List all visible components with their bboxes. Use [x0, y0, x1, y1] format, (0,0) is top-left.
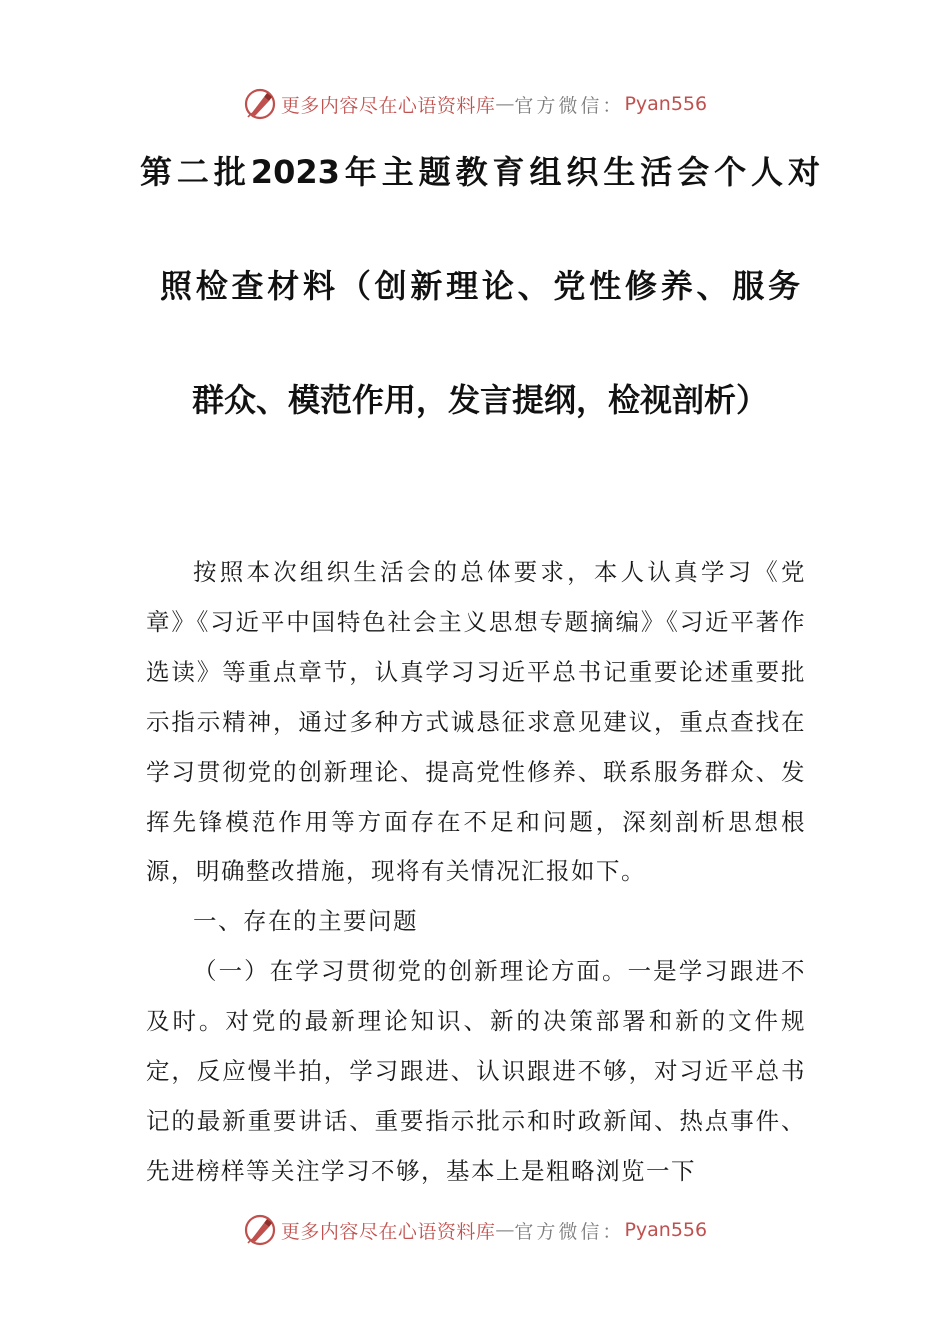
pen-nib-logo-icon — [243, 1213, 277, 1247]
watermark-wechat-label: 官方微信： — [514, 1220, 625, 1243]
pen-nib-logo-icon — [243, 87, 277, 121]
intro-paragraph: 按照本次组织生活会的总体要求，本人认真学习《党章》《习近平中国特色社会主义思想专题摘编》《习近平著作选读》等重点章节，认真学习习近平总书记重要论述重要批示指示精神，通过多种方式诚恳征求意见建议，重点查找在学习贯彻党的创新理论、提高党性修养、联系服务群众、发挥先锋模范作用等方面存在不足和问题，深刻剖析思想根源，明确整改措施，现将有关情况汇报如下。 — [146, 558, 806, 886]
watermark-wechat-label: 官方微信： — [514, 94, 625, 117]
section-heading-problems: 一、存在的主要问题 — [193, 907, 418, 936]
watermark-text: 更多内容尽在心语资料库 — [280, 1220, 496, 1243]
watermark-wechat-id: Pyan556 — [624, 93, 708, 115]
watermark-separator: — — [495, 1219, 515, 1241]
watermark-footer — [0, 1210, 950, 1250]
document-title — [140, 150, 820, 492]
title-line-2: 照检查材料（创新理论、党性修养、服务 — [160, 267, 800, 305]
problem-paragraph-1: （一）在学习贯彻党的创新理论方面。一是学习跟进不及时。对党的最新理论知识、新的决策部署和新的文件规定，反应慢半拍，学习跟进、认识跟进不够，对习近平总书记的最新重要讲话、重要指示批示和时政新闻、热点事件、先进榜样等关注学习不够，基本上是粗略浏览一下 — [146, 957, 806, 1185]
watermark-separator: — — [495, 93, 515, 115]
watermark-header — [0, 84, 950, 124]
title-line-3: 群众、模范作用，发言提纲，检视剖析） — [191, 381, 768, 419]
document-body — [146, 548, 806, 1197]
watermark-text: 更多内容尽在心语资料库 — [280, 94, 496, 117]
title-line-1: 第二批2023年主题教育组织生活会个人对 — [140, 153, 820, 191]
watermark-wechat-id: Pyan556 — [624, 1219, 708, 1241]
